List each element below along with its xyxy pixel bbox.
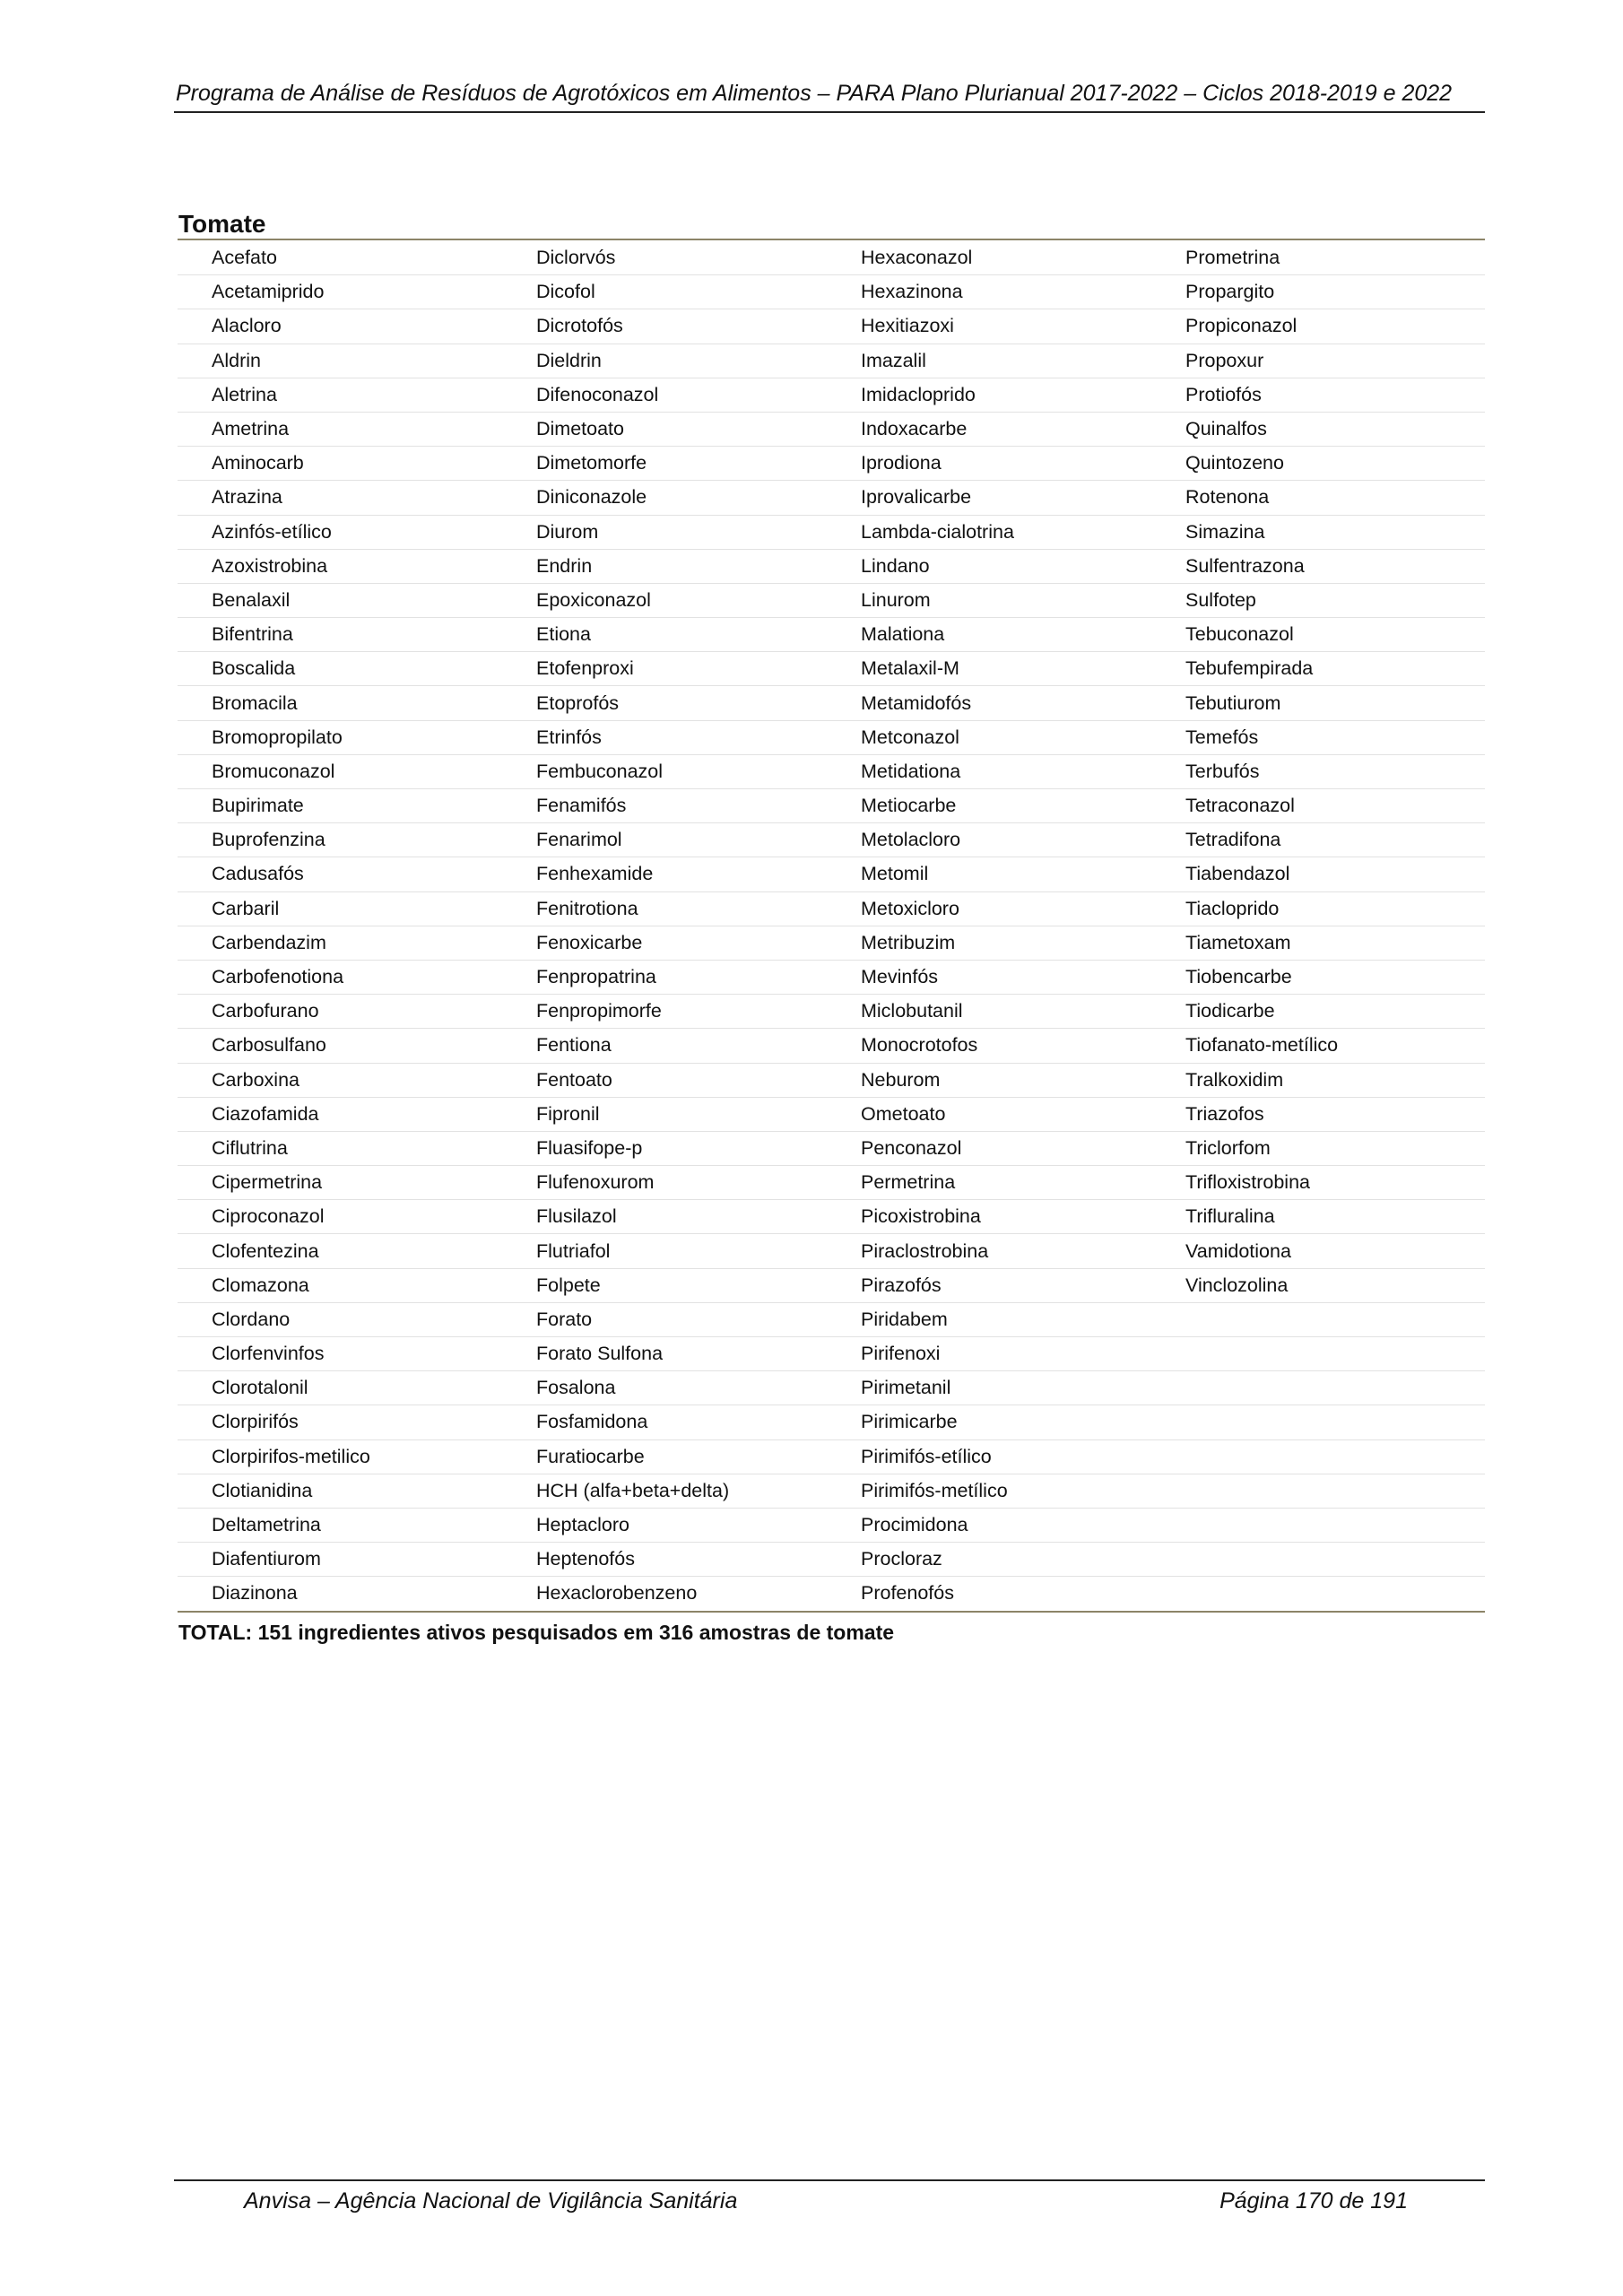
table-cell: Cadusafós [178,857,502,891]
table-cell: Ometoato [827,1097,1151,1131]
table-cell: Metiocarbe [827,789,1151,823]
table-cell: Procimidona [827,1508,1151,1542]
table-cell: Pirimifós-etílico [827,1439,1151,1474]
table-cell: Bromuconazol [178,754,502,788]
table-cell: Diniconazole [502,481,827,515]
table-cell: Carboxina [178,1063,502,1097]
table-cell: Pirimifós-metílico [827,1474,1151,1508]
table-cell: Metconazol [827,720,1151,754]
table-cell: Simazina [1151,515,1485,549]
table-cell: Temefós [1151,720,1485,754]
table-cell: Fenarimol [502,823,827,857]
table-row [178,1302,1485,1336]
table-cell: Ciazofamida [178,1097,502,1131]
table-cell: Dicrotofós [502,309,827,344]
table-cell: Diclorvós [502,241,827,275]
table-cell: Carbofurano [178,995,502,1029]
table-cell: Fenoxicarbe [502,926,827,960]
table-cell: Miclobutanil [827,995,1151,1029]
table-cell: Metidationa [827,754,1151,788]
table-cell: Iprovalicarbe [827,481,1151,515]
table-cell: Carbaril [178,891,502,926]
table-cell: Fentiona [502,1029,827,1063]
table-cell: Pirazofós [827,1268,1151,1302]
table-cell [1151,1577,1485,1612]
table-cell: Quintozeno [1151,447,1485,481]
table-cell: Pirifenoxi [827,1337,1151,1371]
table-cell: Fenitrotiona [502,891,827,926]
table-cell: Cipermetrina [178,1166,502,1200]
table-row [178,652,1485,686]
footer-divider [174,2179,1485,2181]
table-row [178,583,1485,617]
table-row [178,686,1485,720]
table-row [178,995,1485,1029]
table-cell: Hexazinona [827,275,1151,309]
table-cell [1151,1508,1485,1542]
table-cell: Vamidotiona [1151,1234,1485,1268]
table-cell: Piridabem [827,1302,1151,1336]
table-cell: Clordano [178,1302,502,1336]
table-cell: Tiodicarbe [1151,995,1485,1029]
table-cell: Clofentezina [178,1234,502,1268]
table-cell: Clorotalonil [178,1371,502,1405]
table-cell: Fosfamidona [502,1405,827,1439]
table-row [178,378,1485,412]
table-row [178,1577,1485,1612]
table-cell: Pirimicarbe [827,1405,1151,1439]
table-cell: Furatiocarbe [502,1439,827,1474]
table-cell: Sulfentrazona [1151,549,1485,583]
table-cell: Metolacloro [827,823,1151,857]
table-row [178,754,1485,788]
table-cell: Tebutiurom [1151,686,1485,720]
table-row [178,1508,1485,1542]
table-cell: Propoxur [1151,344,1485,378]
table-row [178,515,1485,549]
table-cell: Trifluralina [1151,1200,1485,1234]
table-cell: Bifentrina [178,618,502,652]
table-cell: Deltametrina [178,1508,502,1542]
table-cell: Flufenoxurom [502,1166,827,1200]
table-cell: Imidacloprido [827,378,1151,412]
table-row [178,1063,1485,1097]
table-cell: Imazalil [827,344,1151,378]
table-cell: Ciproconazol [178,1200,502,1234]
table-cell: Etiona [502,618,827,652]
table-cell: Dieldrin [502,344,827,378]
table-cell: Sulfotep [1151,583,1485,617]
table-cell: Diafentiurom [178,1543,502,1577]
table-cell: Tiacloprido [1151,891,1485,926]
table-cell: Aminocarb [178,447,502,481]
table-cell [1151,1371,1485,1405]
table-cell: Triazofos [1151,1097,1485,1131]
table-cell: Heptenofós [502,1543,827,1577]
table-cell [1151,1474,1485,1508]
table-cell: Fipronil [502,1097,827,1131]
table-row [178,1234,1485,1268]
table-row [178,549,1485,583]
table-cell: Clomazona [178,1268,502,1302]
table-cell: Fentoato [502,1063,827,1097]
table-cell: Carbendazim [178,926,502,960]
table-cell: Fenpropimorfe [502,995,827,1029]
table-row [178,275,1485,309]
table-cell: Linurom [827,583,1151,617]
table-cell: Bromopropilato [178,720,502,754]
table-cell: Tiofanato-metílico [1151,1029,1485,1063]
table-cell: Triclorfom [1151,1131,1485,1165]
table-row [178,344,1485,378]
table-cell: Dicofol [502,275,827,309]
table-cell: HCH (alfa+beta+delta) [502,1474,827,1508]
active-ingredients-table [178,241,1485,1613]
table-cell: Clorpirifos-metilico [178,1439,502,1474]
table-cell: Monocrotofos [827,1029,1151,1063]
table-cell: Tebuconazol [1151,618,1485,652]
table-cell: Bupirimate [178,789,502,823]
table-cell: Ciflutrina [178,1131,502,1165]
table-cell: Terbufós [1151,754,1485,788]
table-cell: Acetamiprido [178,275,502,309]
table-cell [1151,1302,1485,1336]
table-row [178,1131,1485,1165]
footer-agency: Anvisa – Agência Nacional de Vigilância Sanitária [244,2188,738,2213]
table-cell: Tiobencarbe [1151,960,1485,994]
table-cell: Metribuzim [827,926,1151,960]
table-cell: Difenoconazol [502,378,827,412]
table-cell: Picoxistrobina [827,1200,1151,1234]
table-cell: Malationa [827,618,1151,652]
table-cell: Lindano [827,549,1151,583]
table-cell: Etoprofós [502,686,827,720]
table-cell: Lambda-cialotrina [827,515,1151,549]
table-cell: Endrin [502,549,827,583]
table-cell: Penconazol [827,1131,1151,1165]
table-row [178,1474,1485,1508]
table-row [178,309,1485,344]
table-cell: Alacloro [178,309,502,344]
table-row [178,857,1485,891]
section-title: Tomate [178,210,266,238]
table-cell: Forato Sulfona [502,1337,827,1371]
table-row [178,1268,1485,1302]
table-cell: Prometrina [1151,241,1485,275]
page-header: Programa de Análise de Resíduos de Agrotóxicos em Alimentos – PARA Plano Plurianual 2017-2022 – Ciclos 2018-2019 e 2022 [176,81,1453,106]
table-cell: Iprodiona [827,447,1151,481]
table-cell: Procloraz [827,1543,1151,1577]
table-row [178,1405,1485,1439]
table-cell: Tiabendazol [1151,857,1485,891]
table-cell [1151,1337,1485,1371]
title-divider [178,239,1485,240]
table-cell: Boscalida [178,652,502,686]
table-cell: Vinclozolina [1151,1268,1485,1302]
table-cell: Trifloxistrobina [1151,1166,1485,1200]
table-cell: Etofenproxi [502,652,827,686]
table-cell: Heptacloro [502,1508,827,1542]
table-cell: Fenamifós [502,789,827,823]
table-cell: Clorpirifós [178,1405,502,1439]
table-cell [1151,1439,1485,1474]
table-cell: Hexaconazol [827,241,1151,275]
table-row [178,1371,1485,1405]
table-cell: Fosalona [502,1371,827,1405]
table-cell: Clorfenvinfos [178,1337,502,1371]
table-cell: Carbofenotiona [178,960,502,994]
table-cell: Diurom [502,515,827,549]
table-cell: Clotianidina [178,1474,502,1508]
table-cell: Bromacila [178,686,502,720]
table-cell: Metalaxil-M [827,652,1151,686]
table-cell: Carbosulfano [178,1029,502,1063]
table-cell: Acefato [178,241,502,275]
table-cell: Diazinona [178,1577,502,1612]
table-row [178,1439,1485,1474]
table-cell: Metomil [827,857,1151,891]
table-row [178,891,1485,926]
table-cell: Propiconazol [1151,309,1485,344]
table-cell: Piraclostrobina [827,1234,1151,1268]
table-row [178,926,1485,960]
table-cell: Forato [502,1302,827,1336]
table-cell [1151,1543,1485,1577]
table-cell: Hexaclorobenzeno [502,1577,827,1612]
table-cell [1151,1405,1485,1439]
table-cell: Metamidofós [827,686,1151,720]
table-cell: Dimetoato [502,412,827,446]
table-cell: Etrinfós [502,720,827,754]
header-divider [174,111,1485,113]
footer-page-number: Página 170 de 191 [1219,2188,1408,2213]
table-cell: Hexitiazoxi [827,309,1151,344]
table-cell: Fenhexamide [502,857,827,891]
table-row [178,481,1485,515]
table-cell: Pirimetanil [827,1371,1151,1405]
table-cell: Benalaxil [178,583,502,617]
table-cell: Tebufempirada [1151,652,1485,686]
table-cell: Dimetomorfe [502,447,827,481]
table-cell: Buprofenzina [178,823,502,857]
table-cell: Fluasifope-p [502,1131,827,1165]
table-row [178,1029,1485,1063]
table-row [178,618,1485,652]
table-cell: Tiametoxam [1151,926,1485,960]
table-cell: Tralkoxidim [1151,1063,1485,1097]
total-summary: TOTAL: 151 ingredientes ativos pesquisados em 316 amostras de tomate [178,1621,895,1644]
table-body [178,241,1485,1612]
table-row [178,1166,1485,1200]
table-cell: Aletrina [178,378,502,412]
table-cell: Flusilazol [502,1200,827,1234]
table-row [178,1097,1485,1131]
table-cell: Fenpropatrina [502,960,827,994]
table-cell: Tetraconazol [1151,789,1485,823]
table-row [178,1337,1485,1371]
table-cell: Azoxistrobina [178,549,502,583]
table-cell: Flutriafol [502,1234,827,1268]
table-cell: Rotenona [1151,481,1485,515]
table-cell: Epoxiconazol [502,583,827,617]
table-cell: Metoxicloro [827,891,1151,926]
table-cell: Permetrina [827,1166,1151,1200]
table-cell: Propargito [1151,275,1485,309]
table-row [178,447,1485,481]
table-cell: Quinalfos [1151,412,1485,446]
table-row [178,412,1485,446]
table-row [178,789,1485,823]
table-cell: Aldrin [178,344,502,378]
table-cell: Atrazina [178,481,502,515]
table-cell: Fembuconazol [502,754,827,788]
table-cell: Ametrina [178,412,502,446]
table-cell: Tetradifona [1151,823,1485,857]
table-cell: Profenofós [827,1577,1151,1612]
table-row [178,960,1485,994]
table-cell: Neburom [827,1063,1151,1097]
table-row [178,1543,1485,1577]
table-cell: Protiofós [1151,378,1485,412]
table-cell: Indoxacarbe [827,412,1151,446]
table-row [178,823,1485,857]
table-row [178,1200,1485,1234]
table-row [178,720,1485,754]
table-cell: Folpete [502,1268,827,1302]
table-cell: Mevinfós [827,960,1151,994]
table-row [178,241,1485,275]
table-cell: Azinfós-etílico [178,515,502,549]
